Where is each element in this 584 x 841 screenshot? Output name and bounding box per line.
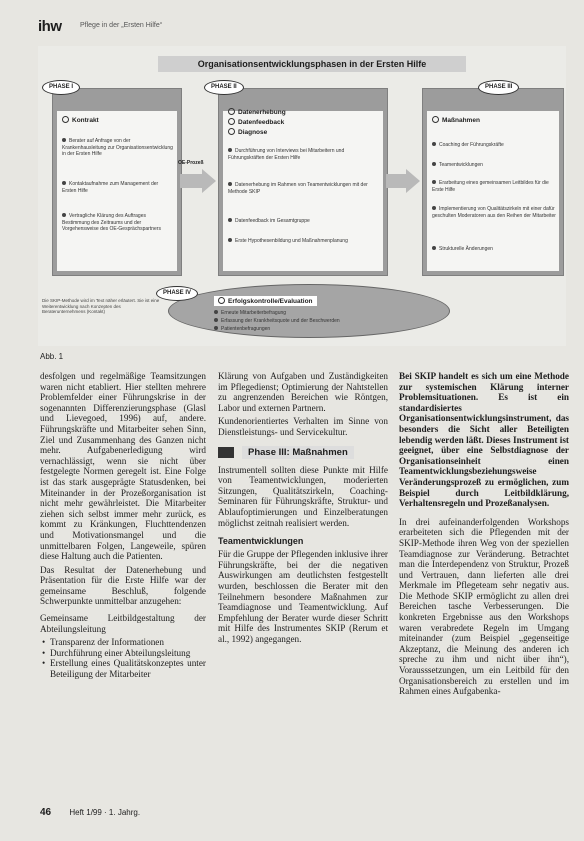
list-item: • Durchführung einer Abteilungsleitung [50,648,206,659]
bullet-icon [432,206,436,210]
bullet-icon [228,148,232,152]
phase3-section-heading: Phase III: Maßnahmen [218,446,388,459]
list-item: Kontaktaufnahme zum Management der Ersten Hilfe [62,181,159,194]
bullet-icon [432,246,436,250]
circle-icon [228,118,235,125]
running-header: Pflege in der „Ersten Hilfe“ [80,22,163,29]
list-item: • Erstellung eines Qualitätskonzeptes unter Beteiligung der Mitarbeiter [50,658,206,679]
arrow-shaft [386,174,406,188]
paragraph-bold: Bei SKIP handelt es sich um eine Methode zur systemischen Klärung interner Problemsituationen. Es ist ein standardisiertes Organisationsentwicklungsinstrument, das besonders die Sicht aller Beteiligten lebendig werden läßt. Dieses Instrument ist geeignet, über eine Selbstdiagnose der Organisationseinheit einen Teamentwicklungsbeziehungsweise Veränderungsprozeß zu ermöglichen, zum Beispiel durch Leitbildklärung, Verhaltensregeln und Prozeßanalysen. [399,371,569,509]
list-item: Patientenbefragungen [214,326,434,333]
circle-icon [228,128,235,135]
bullet-icon [432,162,436,166]
bullet-icon [62,213,66,217]
arrow-shaft [180,174,202,188]
bullet-icon [432,180,436,184]
phase2-heading-1: Datenerhebung [228,108,286,116]
list-item: Erfassung der Krankheitsquote und der Beschwerden [214,318,434,325]
text-column-2 [218,371,388,647]
list-item: Datenerhebung im Rahmen von Teamentwicklungen mit der Methode SKIP [228,182,368,195]
process-figure [38,46,566,346]
paragraph: Kundenorientiertes Verhalten im Sinne von Dienstleistungs- und Servicekultur. [218,416,388,437]
phase3-heading: Maßnahmen [432,116,480,124]
figure-caption: Abb. 1 [40,352,64,361]
list-item: Erarbeitung eines gemeinsamen Leitbildes für die Erste Hilfe [432,180,549,193]
page-number: 46 [40,807,52,818]
list-item: Vertragliche Klärung des Auftrages Bestimmung des Zeitraums und der Vorgehensweise des OE-Gesprächspartners [62,213,161,232]
bullet-icon [432,142,436,146]
list-item: Erneute Mitarbeiterbefragung [214,310,434,317]
phase4-badge: PHASE IV [156,286,198,301]
section-subheading: Teamentwicklungen [218,536,304,547]
phase2-heading-3: Diagnose [228,128,267,136]
list-item: Coaching der Führungskräfte [432,142,556,149]
bullet-icon [214,318,218,322]
paragraph: Gemeinsame Leitbildgestaltung der Abteilungsleitung [40,613,206,634]
paragraph: Klärung von Aufgaben und Zuständigkeiten im Pflegedienst; Optimierung der Nahtstellen zu angrenzenden Bereichen wie Röntgen, Labor und externen Partnern. [218,371,388,413]
phase2-heading-2: Datenfeedback [228,118,284,126]
phase1-badge: PHASE I [42,80,80,95]
arrow-right-icon [202,169,216,193]
list-item: Berater auf Anfrage von der Krankenhausleitung zur Organisationsentwicklung in der Ersten Hilfe [62,138,173,157]
bullet-icon [214,310,218,314]
issue-info: Heft 1/99 · 1. Jahrg. [69,808,141,817]
bullet-icon [228,238,232,242]
oe-process-label: OE-Prozeß [178,160,204,166]
figure-title: Organisationsentwicklungsphasen in der Ersten Hilfe [158,56,466,72]
phase1-heading: Kontrakt [62,116,99,124]
bullet-list [40,637,206,679]
circle-icon [62,116,69,123]
list-item: Durchführung von Interviews bei Mitarbeitern und Führungskräften der Ersten Hilfe [228,148,345,161]
paragraph: In drei aufeinanderfolgenden Workshops erarbeiteten sich die Pflegenden mit der SKIP-Methode ihren Weg von der speziellen Teamdiagnose zur Veränderung. Betrachtet man die Interdependenz von Struktur, Prozeß und Vertrauen, dann lieferten alle drei Merkmale im Pflegeteam sehr negativ aus. Die Methode SKIP ermöglicht zu allen drei Bereichen tasche Verbesserungen. Die konkreten Ergebnisse aus den Workshops waren verabredete Regeln im Umgang miteinander (zum Beispiel „gegenseitige Akzeptanz, die Meinung des anderen ich spreche zu ihm und nicht über ihn“), Vorausssetzungen, um ein Leitbild für den Organisationsbereich zu erstellen und im Rahmen eines Aufgabenka- [399,516,569,697]
paragraph: Für die Gruppe der Pflegenden inklusive ihrer Führungskräfte, bei der die negativen Auswirkungen am deutlichsten festgestellt wurden, beschlossen die Berater mit den Teilnehmern besondere Maßnahmen zur Teamdiagnose und Teamentwicklung. Auf Empfehlung der Berater wurde dieser Schritt mit Hilfe des Instrumentes SKIP (Rerum et al., 1992) angegangen. [218,549,388,644]
list-item: Implementierung von Qualitätszirkeln mit einer dafür geschulten Moderatoren aus den Reihen der Mitarbeiter [432,206,556,219]
arrow-right-icon [406,169,420,193]
bullet-icon [228,182,232,186]
paragraph: desfolgen und regelmäßige Teamsitzungen waren nicht etabliert. Hier stellten mehrere Problemfelder einer Führungskrise in der sogenannten Differenzierungsphase (Glasl und Lievegoed, 1996) auf, andere. Führungskräfte und Mitarbeiter sehen Sinn, Ziel und Zusammenhang des Ganzen nicht mehr. Aufgabenerledigung wird vernachlässigt, wenn sie nicht über festgelegte Normen geregelt ist. Eine Folge ist das stark ausgeprägte Statusdenken, bei Miteinander in der Prozeßorganisation ist nicht mehr gewährleistet. Die Mitarbeiter ziehen sich selbst immer mehr zurück, es kommt zu Kränkungen, Fluchttendenzen und Motivationsmangel und die unmittelbaren Folgen, Langeweile, spüren diese Haltung auch die Patienten. [40,371,206,562]
list-item: Teamentwicklungen [432,162,556,169]
phase3-badge: PHASE III [478,80,519,95]
phase2-badge: PHASE II [204,80,244,95]
text-column-1 [40,371,206,680]
circle-icon [228,108,235,115]
bullet-icon [62,181,66,185]
list-item: Erste Hypothesenbildung und Maßnahmenplanung [228,238,380,245]
page-footer [40,807,140,818]
magazine-logo: ihw [38,18,62,35]
paragraph: Das Resultat der Datenerhebung und Präsentation für die Erste Hilfe war der gemeinsame Beschluß, folgende Schwerpunkte unmittelbar anzugehen: [40,564,206,607]
list-item: Strukturelle Änderungen [432,246,556,253]
bullet-icon [214,326,218,330]
heading-marker-icon [218,447,234,458]
text-column-3 [399,371,569,700]
figure-footnote: Die SKIP-Methode wird im Text näher erläutert. Sie ist eine Weiterentwicklung nach Konzepten des Beraterunternehmens (Kontakt) [42,298,160,314]
bullet-icon [228,218,232,222]
circle-icon [432,116,439,123]
phase4-heading: Erfolgskontrolle/Evaluation [214,296,317,306]
list-item: • Transparenz der Informationen [50,637,206,648]
paragraph: Instrumentell sollten diese Punkte mit Hilfe von Teamentwicklungen, moderierten Sitzungen, Qualitätszirkeln, Coaching-Seminaren für Führungskräfte, Struktur- und Ablaufoptimierungen und Einzelberatungen möglichst zeitnah realisiert werden. [218,464,388,528]
list-item: Datenfeedback im Gesamtgruppe [228,218,380,225]
bullet-icon [62,138,66,142]
circle-icon [218,297,225,304]
